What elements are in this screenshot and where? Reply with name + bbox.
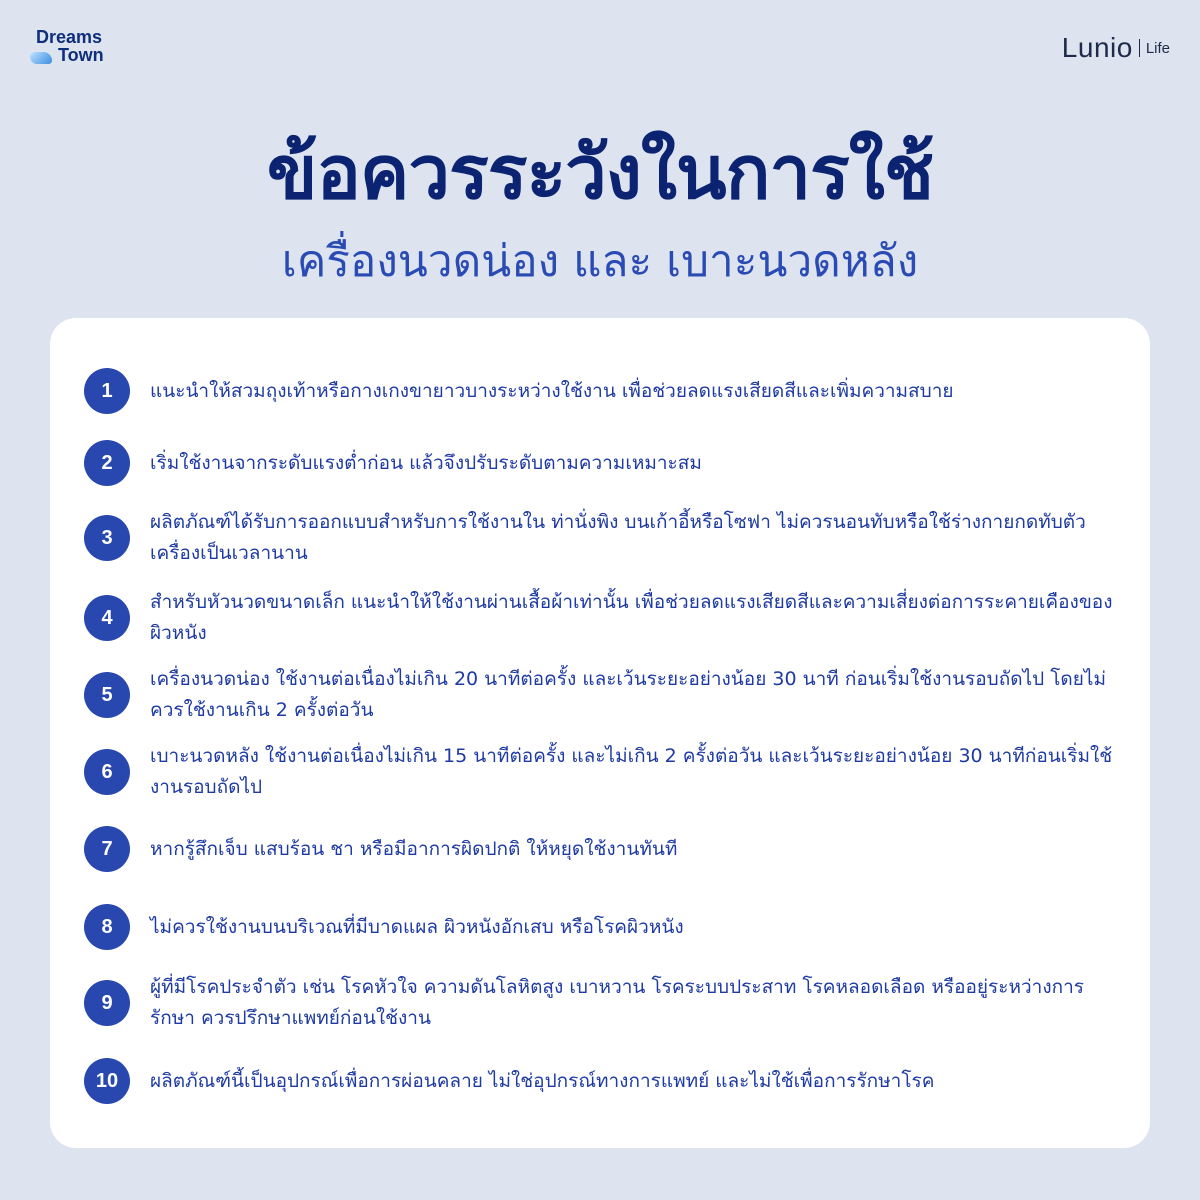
precautions-card: [50, 318, 1150, 1148]
item-number-badge: 2: [84, 440, 130, 486]
list-item: [84, 741, 1124, 803]
list-item: [84, 587, 1124, 649]
item-text: เริ่มใช้งานจากระดับแรงต่ำก่อน แล้วจึงปรับระดับตามความเหมาะสม: [150, 451, 702, 474]
item-number-badge: 7: [84, 826, 130, 872]
list-item: [84, 904, 1124, 950]
brand-sub: Life: [1145, 39, 1170, 57]
item-text: สำหรับหัวนวดขนาดเล็ก แนะนำให้ใช้งานผ่านเสื้อผ้าเท่านั้น เพื่อช่วยลดแรงเสียดสีและความเสี่ยงต่อการระคายเคืองของผิวหนัง: [150, 591, 1113, 644]
list-item: [84, 1058, 1124, 1104]
item-text: ผู้ที่มีโรคประจำตัว เช่น โรคหัวใจ ความดันโลหิตสูง เบาหวาน โรคระบบประสาท โรคหลอดเลือด หรืออยู่ระหว่างการรักษา ควรปรึกษาแพทย์ก่อนใช้งาน: [150, 976, 1084, 1029]
item-number-badge: 8: [84, 904, 130, 950]
item-number-badge: 3: [84, 515, 130, 561]
item-number-badge: 9: [84, 980, 130, 1026]
list-item: [84, 368, 1124, 414]
list-item: [84, 440, 1124, 486]
list-item: [84, 664, 1124, 726]
item-text: ไม่ควรใช้งานบนบริเวณที่มีบาดแผล ผิวหนังอักเสบ หรือโรคผิวหนัง: [150, 915, 684, 938]
item-number-badge: 5: [84, 672, 130, 718]
logo-line-2: Town: [58, 45, 104, 65]
lunio-life-logo: [1062, 32, 1170, 64]
item-text: หากรู้สึกเจ็บ แสบร้อน ชา หรือมีอาการผิดปกติ ให้หยุดใช้งานทันที: [150, 837, 678, 860]
list-item: [84, 826, 1124, 872]
list-item: [84, 972, 1124, 1034]
list-item: [84, 507, 1124, 569]
page-title: ข้อควรระวังในการใช้: [266, 130, 934, 216]
cloud-icon: [30, 52, 52, 64]
brand-name: Lunio: [1061, 32, 1133, 63]
item-number-badge: 4: [84, 595, 130, 641]
item-number-badge: 1: [84, 368, 130, 414]
dreams-town-logo: [30, 28, 104, 64]
item-number-badge: 6: [84, 749, 130, 795]
item-text: เบาะนวดหลัง ใช้งานต่อเนื่องไม่เกิน 15 นาทีต่อครั้ง และไม่เกิน 2 ครั้งต่อวัน และเว้นระยะอย่างน้อย 30 นาทีก่อนเริ่มใช้งานรอบถัดไป: [150, 745, 1113, 798]
item-text: ผลิตภัณฑ์นี้เป็นอุปกรณ์เพื่อการผ่อนคลาย ไม่ใช่อุปกรณ์ทางการแพทย์ และไม่ใช้เพื่อการรักษาโรค: [150, 1069, 935, 1092]
item-text: แนะนำให้สวมถุงเท้าหรือกางเกงขายาวบางระหว่างใช้งาน เพื่อช่วยลดแรงเสียดสีและเพิ่มความสบาย: [150, 379, 954, 402]
page-subtitle: เครื่องนวดน่อง และ เบาะนวดหลัง: [281, 236, 919, 287]
brand-divider: [1139, 39, 1140, 57]
item-text: ผลิตภัณฑ์ได้รับการออกแบบสำหรับการใช้งานใน ท่านั่งพิง บนเก้าอี้หรือโซฟา ไม่ควรนอนทับหรือใช้ร่างกายกดทับตัวเครื่องเป็นเวลานาน: [150, 511, 1086, 564]
item-text: เครื่องนวดน่อง ใช้งานต่อเนื่องไม่เกิน 20 นาทีต่อครั้ง และเว้นระยะอย่างน้อย 30 นาที ก่อนเริ่มใช้งานรอบถัดไป โดยไม่ควรใช้งานเกิน 2 ครั้งต่อวัน: [150, 668, 1106, 721]
logo-line-1: Dreams: [36, 27, 103, 47]
item-number-badge: 10: [84, 1058, 130, 1104]
